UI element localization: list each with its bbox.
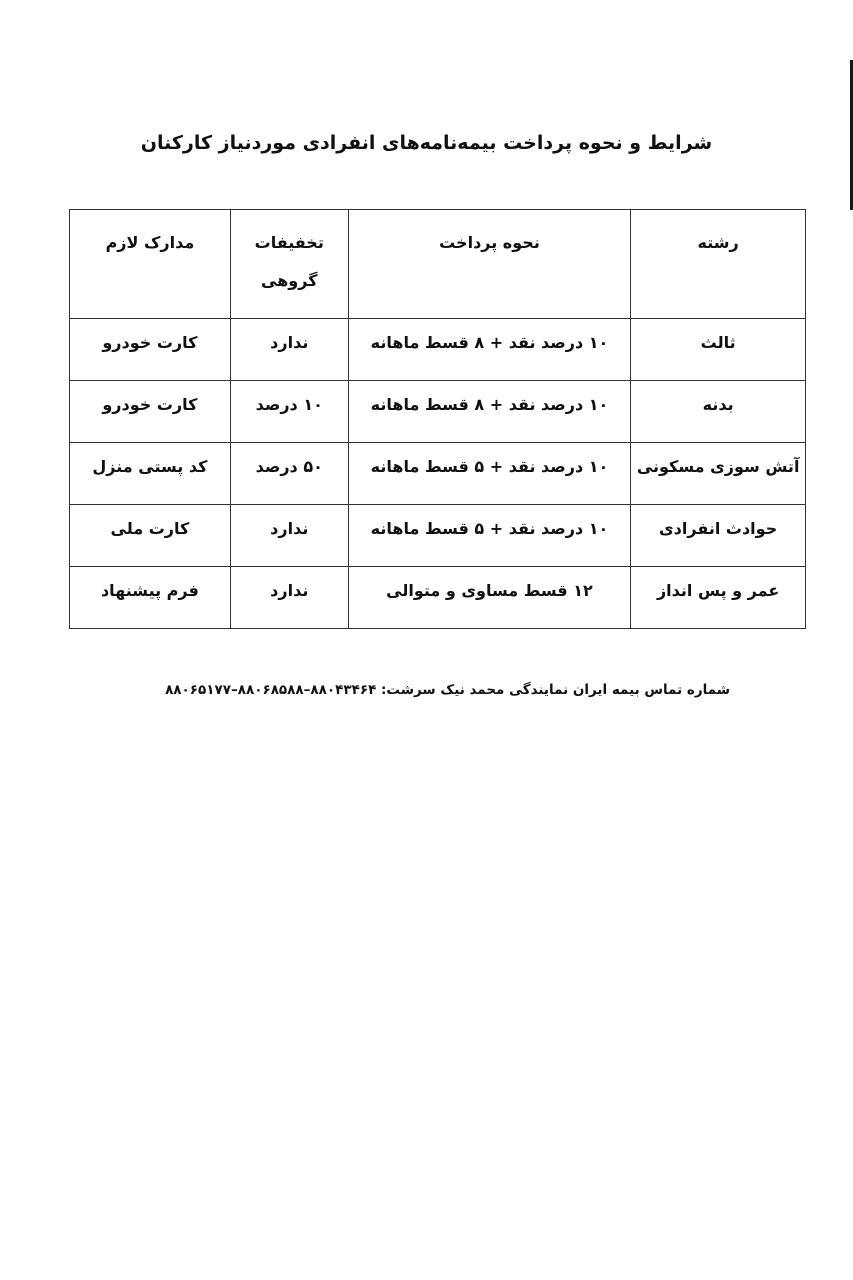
cell-documents: کارت خودرو	[70, 381, 231, 443]
cell-payment: ۱۰ درصد نقد + ۸ قسط ماهانه	[348, 381, 631, 443]
contact-info: شماره تماس بیمه ایران نمایندگی محمد نیک سرشت: ۸۸۰۴۳۴۶۴–۸۸۰۶۸۵۸۸–۸۸۰۶۵۱۷۷	[165, 682, 730, 698]
cell-field: عمر و پس انداز	[631, 567, 806, 629]
header-documents: مدارک لازم	[70, 210, 231, 319]
insurance-table	[69, 209, 806, 629]
header-discount-line1: تخفیفات	[254, 233, 324, 252]
table-row	[70, 381, 806, 443]
cell-discount: ندارد	[230, 567, 348, 629]
cell-documents: کد پستی منزل	[70, 443, 231, 505]
header-discount	[230, 210, 348, 319]
cell-discount: ندارد	[230, 505, 348, 567]
table-header-row	[70, 210, 806, 319]
cell-discount: ندارد	[230, 319, 348, 381]
cell-documents: فرم پیشنهاد	[70, 567, 231, 629]
cell-documents: کارت خودرو	[70, 319, 231, 381]
cell-field: بدنه	[631, 381, 806, 443]
header-field: رشته	[631, 210, 806, 319]
cell-discount: ۵۰ درصد	[230, 443, 348, 505]
table-row	[70, 443, 806, 505]
cell-payment: ۱۰ درصد نقد + ۸ قسط ماهانه	[348, 319, 631, 381]
cell-field: آتش سوزی مسکونی	[631, 443, 806, 505]
cell-field: ثالث	[631, 319, 806, 381]
page-title: شرایط و نحوه پرداخت بیمه‌نامه‌های انفرادی موردنیاز کارکنان	[140, 132, 713, 154]
cell-payment: ۱۲ قسط مساوی و متوالی	[348, 567, 631, 629]
table-row	[70, 319, 806, 381]
header-discount-line2: گروهی	[261, 271, 318, 290]
cell-documents: کارت ملی	[70, 505, 231, 567]
cell-discount: ۱۰ درصد	[230, 381, 348, 443]
table-row	[70, 505, 806, 567]
cell-payment: ۱۰ درصد نقد + ۵ قسط ماهانه	[348, 443, 631, 505]
cell-payment: ۱۰ درصد نقد + ۵ قسط ماهانه	[348, 505, 631, 567]
table-row	[70, 567, 806, 629]
header-payment: نحوه پرداخت	[348, 210, 631, 319]
cell-field: حوادث انفرادی	[631, 505, 806, 567]
